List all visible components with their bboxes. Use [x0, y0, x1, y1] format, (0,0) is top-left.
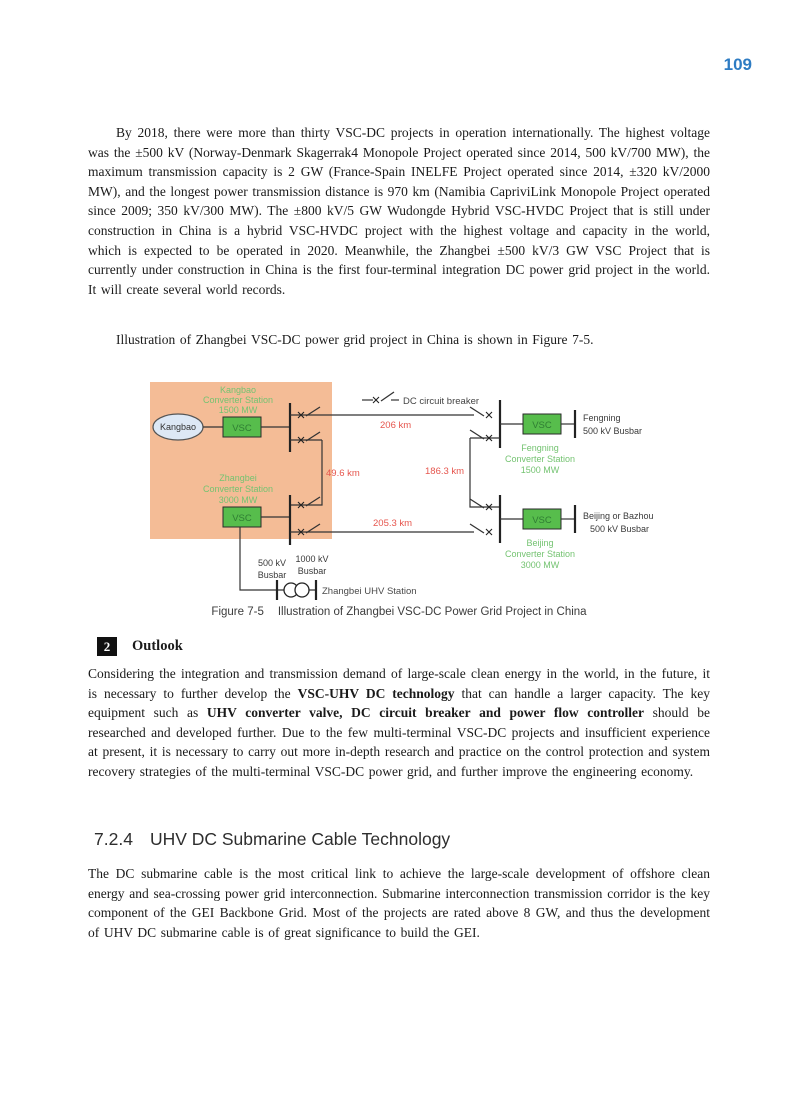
outlook-text: that can handle a larger capacity. The key equipment such as [88, 685, 710, 721]
distance-49-6km: 49.6 km [326, 468, 360, 479]
breaker-beijing-top [470, 499, 492, 510]
figure-7-5-diagram [140, 378, 700, 606]
distance-186-3km: 186.3 km [425, 466, 465, 477]
svg-text:3000 MW: 3000 MW [520, 560, 560, 570]
intro-paragraph: By 2018, there were more than thirty VSC-DC projects in operation internationally. The highest voltage was the ±500 kV (Norway-Denmark Skagerrak4 Monopole Project operated since 2014, 500 kV/700 MW), the maximum transmission capacity is 2 GW (France-Spain INELFE Project operated since 2014, ±320 kV/2000 MW), and the longest power transmission distance is 970 km (Namibia CapriviLink Monopole Project operated since 2009; 350 kV/300 MW). The ±800 kV/5 GW Wudongde Hybrid VSC-HVDC Project that is still under construction in China is a hybrid VSC-HVDC project with the highest voltage and capacity in the world, which is expected to be operated in 2020. Meanwhile, the Zhangbei ±500 kV/3 GW VSC Project that is currently under construction in China is the first four-terminal integration DC power grid project in the world. It will create several world records. [88, 125, 710, 297]
section-number: 7.2.4 [94, 829, 133, 849]
outlook-text: should be researched and developed further. Due to the few multi-terminal VSC-DC projects and insufficient experience at present, it is necessary to carry out more in-depth research and practice on the control protection and system recovery strategies of the multi-terminal VSC-DC power grid, and further improve the engineering economy. [88, 705, 711, 779]
svg-text:1500 MW: 1500 MW [218, 405, 258, 415]
kangbao-vsc-label: VSC [232, 423, 252, 434]
beijing-ac-busbar-label [583, 511, 654, 534]
svg-text:Converter Station: Converter Station [202, 484, 274, 494]
section-title: UHV DC Submarine Cable Technology [149, 829, 451, 849]
breaker-beijing-bottom [470, 524, 492, 535]
kangbao-source-label: Kangbao [159, 422, 197, 432]
uhv-1000kv-busbar-label [295, 554, 328, 576]
figure-caption-label: Figure 7-5 [211, 606, 264, 618]
fengning-ac-busbar-label [583, 413, 642, 436]
svg-text:500 kV Busbar: 500 kV Busbar [583, 426, 643, 436]
svg-text:Fengning: Fengning [583, 413, 621, 423]
breaker-fengning-top [470, 407, 492, 418]
outlook-paragraph [88, 664, 710, 782]
svg-text:3000 MW: 3000 MW [218, 495, 258, 505]
beijing-station-label [505, 538, 575, 570]
svg-text:Converter Station: Converter Station [504, 549, 576, 559]
figure-caption [88, 606, 710, 618]
svg-text:Converter Station: Converter Station [202, 395, 274, 405]
beijing-vsc-label: VSC [532, 515, 552, 526]
zhangbei-vsc-label: VSC [232, 513, 252, 524]
outlook-title: Outlook [132, 638, 183, 654]
fengning-station-label [505, 443, 575, 475]
svg-text:Converter Station: Converter Station [504, 454, 576, 464]
outlook-bold-key-equipment: UHV converter valve, DC circuit breaker and power flow controller [206, 705, 644, 721]
svg-text:Kangbao: Kangbao [219, 385, 257, 395]
figure-caption-text: Illustration of Zhangbei VSC-DC Power Grid Project in China [277, 606, 587, 618]
dc-circuit-breaker-legend-icon [362, 392, 399, 403]
breaker-fengning-bottom [470, 430, 500, 441]
figure-reference-paragraph: Illustration of Zhangbei VSC-DC power grid project in China is shown in Figure 7-5. [116, 332, 594, 347]
zhangbei-uhv-station-label: Zhangbei UHV Station [322, 586, 417, 597]
svg-text:500 kV: 500 kV [257, 558, 287, 568]
submarine-cable-paragraph: The DC submarine cable is the most critical link to achieve the large-scale development of offshore clean energy and sea-crossing power grid interconnection. Submarine interconnection transmission corridor is the key component of the GEI Backbone Grid. Most of the projects are rated above 8 GW, and thus the development of UHV DC submarine cable is of great significance to build the GEI. [88, 866, 710, 940]
svg-text:Busbar: Busbar [297, 566, 327, 576]
distance-206km: 206 km [380, 420, 412, 431]
svg-text:1500 MW: 1500 MW [520, 465, 560, 475]
outlook-heading [97, 637, 183, 657]
link-fengning-beijing [470, 438, 500, 507]
page-number: 109 [723, 55, 752, 74]
outlook-bold-vsc-uhv: VSC-UHV DC technology [297, 685, 455, 701]
outlook-number-badge: 2 [97, 637, 117, 656]
svg-text:1000 kV: 1000 kV [295, 554, 329, 564]
outlook-text: Considering the integration and transmission demand of large-scale clean energy in the world, in the future, it is necessary to further develop the [88, 666, 710, 701]
transformer-icon [295, 583, 309, 597]
svg-text:Beijing or Bazhou: Beijing or Bazhou [583, 511, 654, 521]
svg-text:Zhangbei: Zhangbei [219, 473, 257, 483]
svg-text:Beijing: Beijing [526, 538, 554, 548]
uhv-500kv-busbar-label [258, 558, 287, 580]
svg-text:Fengning: Fengning [521, 443, 559, 453]
fengning-vsc-label: VSC [532, 420, 552, 431]
distance-205-3km: 205.3 km [373, 518, 413, 529]
svg-text:500 kV Busbar: 500 kV Busbar [590, 524, 650, 534]
svg-text:Busbar: Busbar [257, 570, 287, 580]
section-heading-724 [94, 829, 450, 850]
dc-circuit-breaker-legend-label: DC circuit breaker [403, 396, 480, 407]
